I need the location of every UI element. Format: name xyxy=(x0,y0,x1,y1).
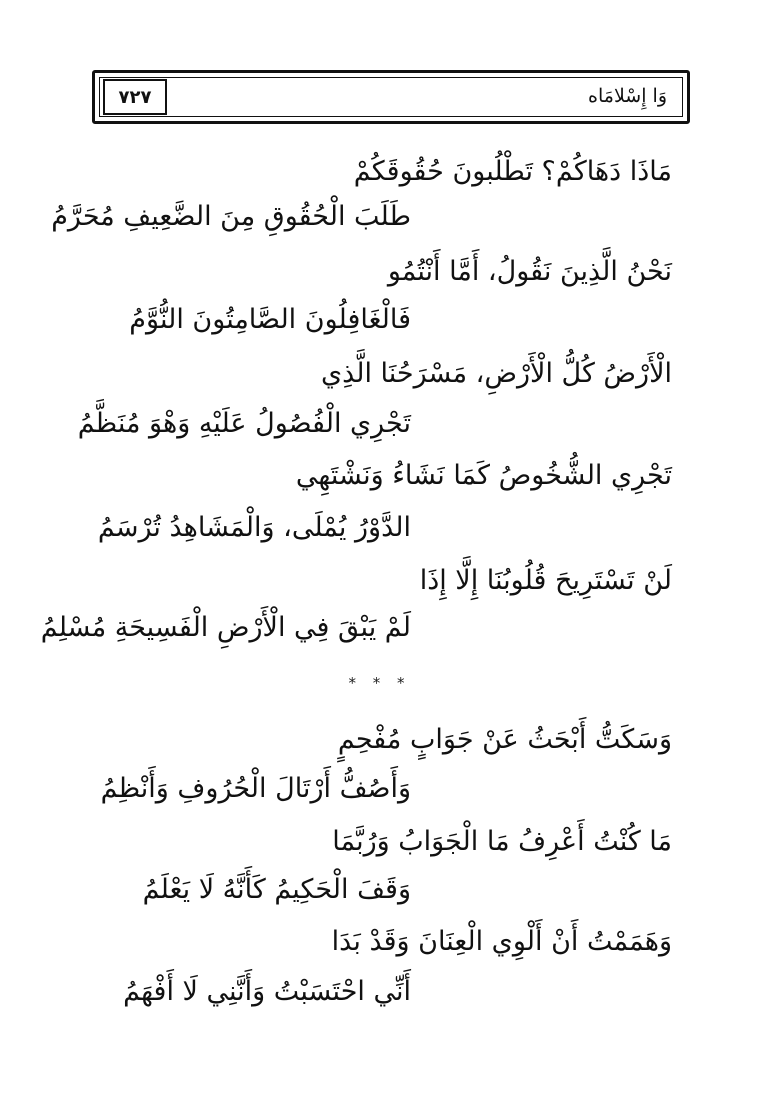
verse-line: مَاذَا دَهَاكُمْ؟ تَطْلُبونَ حُقُوقَكُمْ xyxy=(353,156,672,187)
verse-line: الدَّوْرُ يُمْلَى، وَالْمَشَاهِدُ تُرْسَمُ xyxy=(97,512,411,543)
page-number: ٧٢٧ xyxy=(103,79,167,115)
running-title: وَا إِسْلامَاه xyxy=(588,85,667,107)
verse-line: الْأَرْضُ كُلُّ الْأَرْضِ، مَسْرَحُنَا الَّذِي xyxy=(320,358,672,389)
page-header xyxy=(92,70,690,124)
verse-line: مَا كُنْتُ أَعْرِفُ مَا الْجَوَابُ وَرُبَّمَا xyxy=(332,826,672,857)
verse-line: طَلَبَ الْحُقُوقِ مِنَ الضَّعِيفِ مُحَرَّمُ xyxy=(51,201,411,232)
verse-line: تَجْرِي الشُّخُوصُ كَمَا نَشَاءُ وَنَشْتَهِي xyxy=(295,460,672,491)
verse-line: أَنِّي احْتَسَبْتُ وَأَنَّنِي لَا أَفْهَمُ xyxy=(123,976,411,1007)
verse-line: وَقَفَ الْحَكِيمُ كَأَنَّهُ لَا يَعْلَمُ xyxy=(142,874,411,905)
verse-line: لَمْ يَبْقَ فِي الْأَرْضِ الْفَسِيحَةِ مُسْلِمُ xyxy=(40,612,411,643)
verse-line: وَهَمَمْتُ أَنْ أَلْوِي الْعِنَانَ وَقَدْ بَدَا xyxy=(331,926,672,957)
verse-line: وَأَصُفُّ أَرْتَالَ الْحُرُوفِ وَأَنْظِمُ xyxy=(100,773,411,804)
verse-line: فَالْغَافِلُونَ الصَّامِتُونَ النُّوَّمُ xyxy=(129,304,411,335)
verse-line: نَحْنُ الَّذِينَ نَقُولُ، أَمَّا أَنْتُمُو xyxy=(387,256,672,287)
verse-line: لَنْ تَسْتَرِيحَ قُلُوبُنَا إِلَّا إِذَا xyxy=(419,565,672,596)
verse-line: وَسَكَتُّ أَبْحَثُ عَنْ جَوَابٍ مُفْحِمٍ xyxy=(337,724,672,755)
section-separator: * * * xyxy=(348,674,411,692)
verse-line: تَجْرِي الْفُصُولُ عَلَيْهِ وَهْوَ مُنَظَّمُ xyxy=(77,408,411,439)
